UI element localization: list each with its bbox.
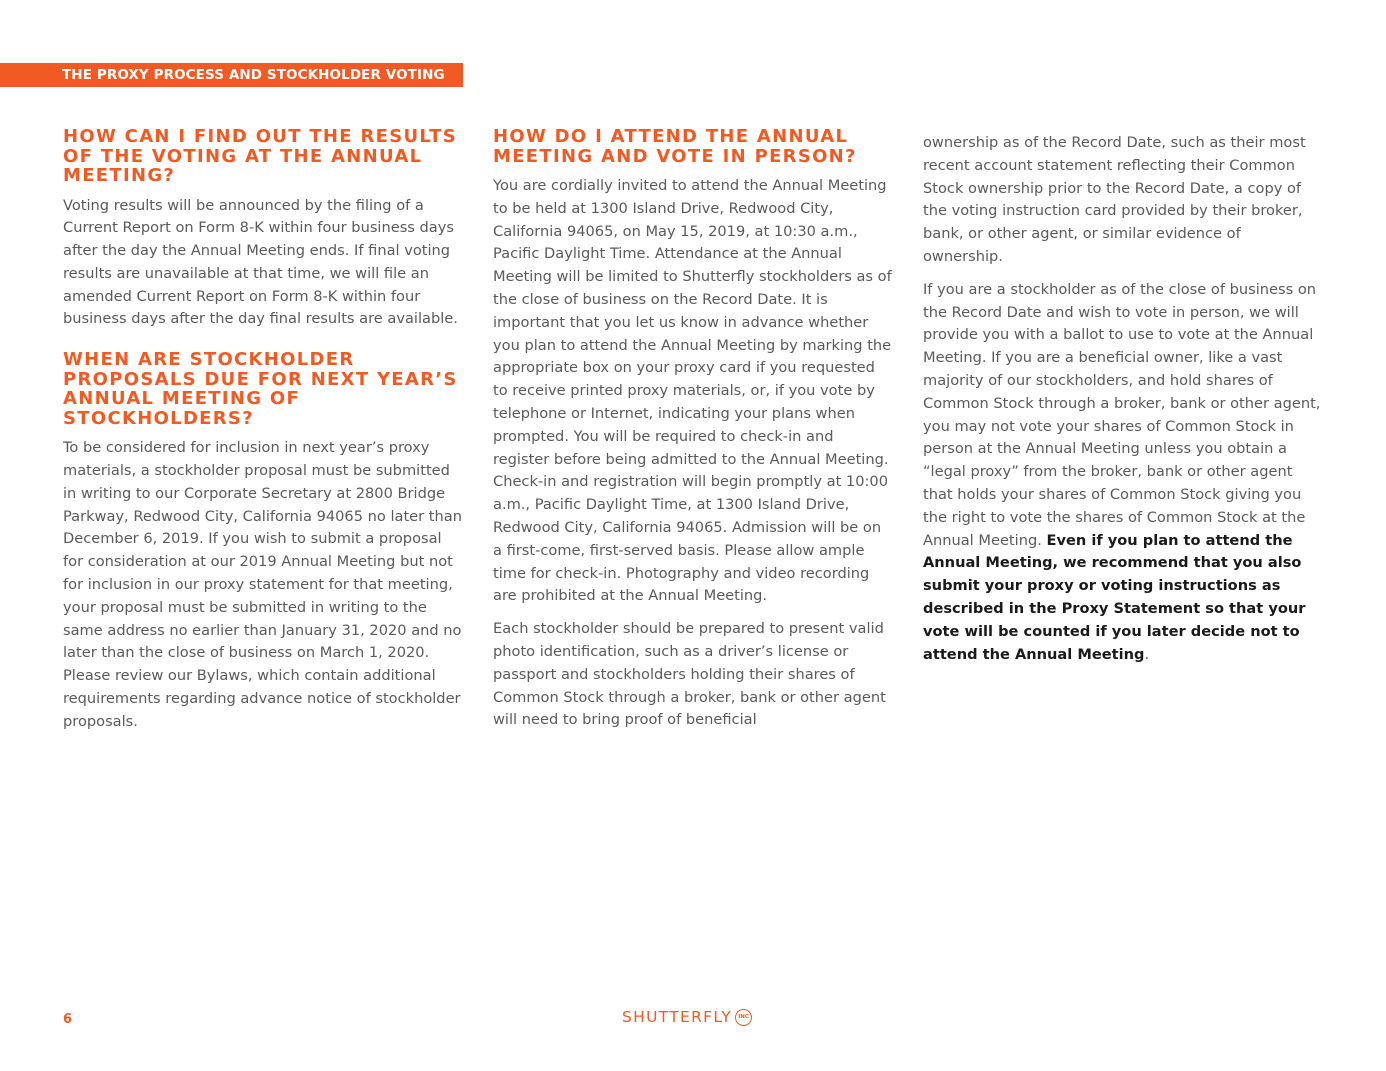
voting-results-heading: HOW CAN I FIND OUT THE RESULTS OF THE VOTING AT THE ANNUAL MEETING?: [63, 126, 458, 186]
photo-id-body: Each stockholder should be prepared to present valid photo identification, such as a driver’s license or passport and stockholders holding their shares of Common Stock through a broker, bank or other agent will need to bring proof of beneficial: [493, 620, 886, 729]
attend-meeting-body: You are cordially invited to attend the Annual Meeting to be held at 1300 Island Drive, Redwood City, California 94065, on May 15, 2019, at 10:30 a.m., Pacific Daylight Time. Attendance at the Annual Meeting will be limited to Shutterfly stockholders as of the close of business on the Record Date. It is important that you let us know in advance whether you plan to attend the Annual Meeting by marking the appropriate box on your proxy card if you requested to receive printed proxy materials, or, if you vote by telephone or Internet, indicating your plans when prompted. You will be required to check-in and register before being admitted to the Annual Meeting. Check-in and registration will begin promptly at 10:00 a.m., Pacific Daylight Time, at 1300 Island Drive, Redwood City, California 94065. Admission will be on a first-come, first-served basis. Please allow ample time for check-in. Photography and video recording are prohibited at the Annual Meeting.: [493, 177, 892, 605]
shutterfly-logo: [622, 1008, 752, 1026]
page-number: 6: [63, 1012, 73, 1027]
section-banner: THE PROXY PROCESS AND STOCKHOLDER VOTING: [0, 63, 463, 87]
ownership-continued-body: ownership as of the Record Date, such as their most recent account statement reflecting their Common Stock ownership prior to the Record Date, a copy of the voting instruction card provided by their broker, bank, or other agent, or similar evidence of ownership.: [923, 134, 1306, 265]
column-right: [923, 132, 1325, 666]
inc-badge-icon: INC: [735, 1009, 752, 1026]
voting-results-body: Voting results will be announced by the filing of a Current Report on Form 8-K within four business days after the day the Annual Meeting ends. If final voting results are unavailable at that time, we will file an amended Current Report on Form 8-K within four business days after the day final results are available.: [63, 196, 458, 328]
vote-in-person-body: [923, 279, 1325, 667]
closing-period: .: [1144, 645, 1150, 663]
vote-in-person-text: If you are a stockholder as of the close of business on the Record Date and wish to vote in person, we will provide you with a ballot to use to vote at the Annual Meeting. If you are a beneficial owner, like a vast majority of our stockholders, and hold shares of Common Stock through a broker, bank or other agent, you may not vote your shares of Common Stock in person at the Annual Meeting unless you obtain a “legal proxy” from the broker, bank or other agent that holds your shares of Common Stock giving you the right to vote the shares of Common Stock at the Annual Meeting.: [923, 280, 1321, 549]
proposals-due-body: To be considered for inclusion in next year’s proxy materials, a stockholder proposal must be submitted in writing to our Corporate Secretary at 2800 Bridge Parkway, Redwood City, California 94065 no later than December 6, 2019. If you wish to submit a proposal for consideration at our 2019 Annual Meeting but not for inclusion in our proxy statement for that meeting, your proposal must be submitted in writing to the same address no earlier than January 31, 2020 and no later than the close of business on March 1, 2020. Please review our Bylaws, which contain additional requirements regarding advance notice of stockholder proposals.: [63, 439, 462, 730]
logo-wordmark: SHUTTERFLY: [622, 1008, 733, 1026]
proxy-recommendation-bold: Even if you plan to attend the Annual Meeting, we recommend that you also submit your proxy or voting instructions as described in the Proxy Statement so that your vote will be counted if you later decide not to attend the Annual Meeting: [923, 531, 1306, 663]
column-left: [63, 127, 463, 734]
attend-meeting-heading: HOW DO I ATTEND THE ANNUAL MEETING AND VOTE IN PERSON?: [493, 126, 857, 167]
column-middle: [493, 127, 893, 732]
proposals-due-heading: WHEN ARE STOCKHOLDER PROPOSALS DUE FOR NEXT YEAR’S ANNUAL MEETING OF STOCKHOLDERS?: [63, 349, 458, 429]
